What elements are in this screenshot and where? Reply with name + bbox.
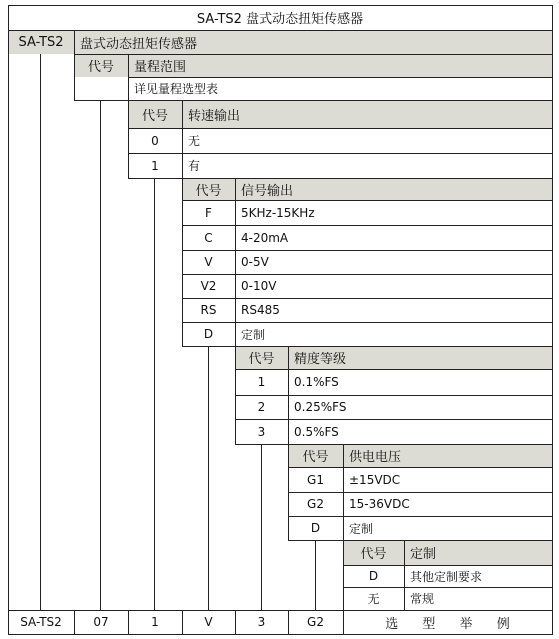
signal-row-text: 5KHz-15KHz (241, 205, 315, 220)
accuracy-row-text: 0.5%FS (294, 424, 339, 439)
speed-row-code: 0 (151, 133, 159, 148)
power-row-text: ±15VDC (349, 472, 401, 487)
example-power: G2 (307, 615, 324, 629)
grid-line (235, 178, 236, 346)
grid-line (235, 369, 553, 370)
grid-line (182, 346, 553, 347)
table-title: SA-TS2 盘式动态扭矩传感器 (196, 12, 364, 27)
speed-row-code: 1 (151, 158, 159, 173)
power-row-code: D (310, 521, 321, 535)
speed-code-header: 代号 (128, 100, 182, 128)
grid-line (128, 77, 553, 78)
grid-line (74, 610, 75, 634)
grid-line (343, 587, 553, 588)
custom-name-header: 定制 (404, 540, 552, 565)
connector-line (208, 346, 209, 610)
outer-border-top (8, 5, 553, 6)
signal-row-text: 0-5V (241, 255, 269, 269)
speed-row-text: 有 (188, 159, 201, 173)
signal-row-code: F (205, 205, 212, 220)
signal-code-header: 代号 (182, 178, 235, 200)
grid-line (288, 540, 553, 541)
grid-line (74, 54, 553, 55)
power-row-code: G2 (307, 497, 324, 511)
signal-row-code: V2 (200, 279, 217, 293)
accuracy-row-text: 0.25%FS (294, 400, 347, 414)
signal-row-text: 4-20mA (241, 230, 289, 245)
grid-line (182, 298, 553, 299)
signal-row-text: 0-10V (241, 279, 277, 293)
power-row-text: 定制 (349, 521, 374, 536)
model-code: SA-TS2 (8, 30, 74, 54)
example-model: SA-TS2 (20, 615, 62, 629)
speed-row-text: 无 (188, 134, 201, 148)
grid-line (128, 178, 553, 179)
signal-row-code: C (204, 230, 213, 245)
custom-row-code: 无 (367, 592, 380, 606)
example-speed: 1 (151, 615, 159, 629)
grid-line (288, 346, 289, 444)
outer-border-bottom (8, 634, 553, 635)
grid-line (235, 346, 236, 444)
grid-line (288, 610, 289, 634)
grid-line (128, 54, 129, 100)
grid-line (288, 492, 553, 493)
custom-row-text: 常规 (410, 592, 435, 606)
power-row-text: 15-36VDC (349, 497, 410, 511)
grid-line (182, 322, 553, 323)
signal-row-code: V (204, 255, 213, 269)
model-name: 盘式动态扭矩传感器 (74, 30, 552, 54)
grid-line (343, 540, 344, 635)
connector-line (154, 178, 155, 610)
power-row-code: G1 (307, 472, 324, 487)
grid-line (74, 30, 75, 54)
grid-line (182, 100, 183, 178)
accuracy-row-text: 0.1%FS (294, 375, 339, 389)
connector-line (40, 54, 41, 610)
grid-line (288, 516, 553, 517)
example-accuracy: 3 (257, 615, 266, 629)
grid-line (235, 419, 553, 420)
grid-line (182, 274, 553, 275)
grid-line (74, 100, 553, 101)
grid-line (182, 250, 553, 251)
power-code-header: 代号 (288, 444, 343, 467)
accuracy-row-code: 3 (257, 424, 266, 439)
speed-name-header: 转速输出 (182, 100, 552, 128)
range-note: 详见量程选型表 (134, 82, 219, 96)
grid-line (182, 225, 553, 226)
grid-line (128, 153, 553, 154)
accuracy-row-code: 2 (257, 400, 266, 414)
signal-row-text: 定制 (241, 327, 266, 342)
grid-line (288, 444, 289, 540)
grid-line (128, 100, 129, 178)
signal-row-code: D (203, 327, 214, 341)
grid-line (288, 467, 553, 468)
example-label: 选 型 举 例 (385, 616, 510, 632)
signal-name-header: 信号输出 (235, 178, 552, 200)
signal-row-text: RS485 (241, 303, 280, 317)
signal-row-code: RS (200, 303, 217, 317)
grid-line (128, 610, 129, 634)
example-signal: V (204, 615, 213, 629)
custom-row-code: D (368, 569, 379, 583)
grid-line (182, 178, 183, 346)
grid-line (235, 610, 236, 634)
grid-line (235, 395, 553, 396)
grid-line (128, 128, 553, 129)
grid-line (343, 565, 553, 566)
example-range: 07 (93, 615, 109, 629)
custom-row-text: 其他定制要求 (410, 569, 483, 584)
grid-line (182, 610, 183, 634)
range-code-header: 代号 (74, 54, 128, 77)
grid-line (8, 610, 553, 611)
grid-line (235, 444, 553, 445)
grid-line (343, 444, 344, 540)
connector-line (100, 100, 101, 610)
connector-line (315, 540, 316, 610)
custom-code-header: 代号 (343, 540, 404, 565)
connector-line (261, 444, 262, 610)
grid-line (8, 30, 553, 31)
grid-line (404, 540, 405, 610)
range-name-header: 量程范围 (128, 54, 552, 77)
accuracy-name-header: 精度等级 (288, 346, 552, 369)
accuracy-code-header: 代号 (235, 346, 288, 369)
grid-line (182, 200, 553, 201)
power-name-header: 供电电压 (343, 444, 552, 467)
grid-line (74, 54, 75, 100)
accuracy-row-code: 1 (257, 375, 266, 389)
outer-border-left (8, 5, 9, 635)
